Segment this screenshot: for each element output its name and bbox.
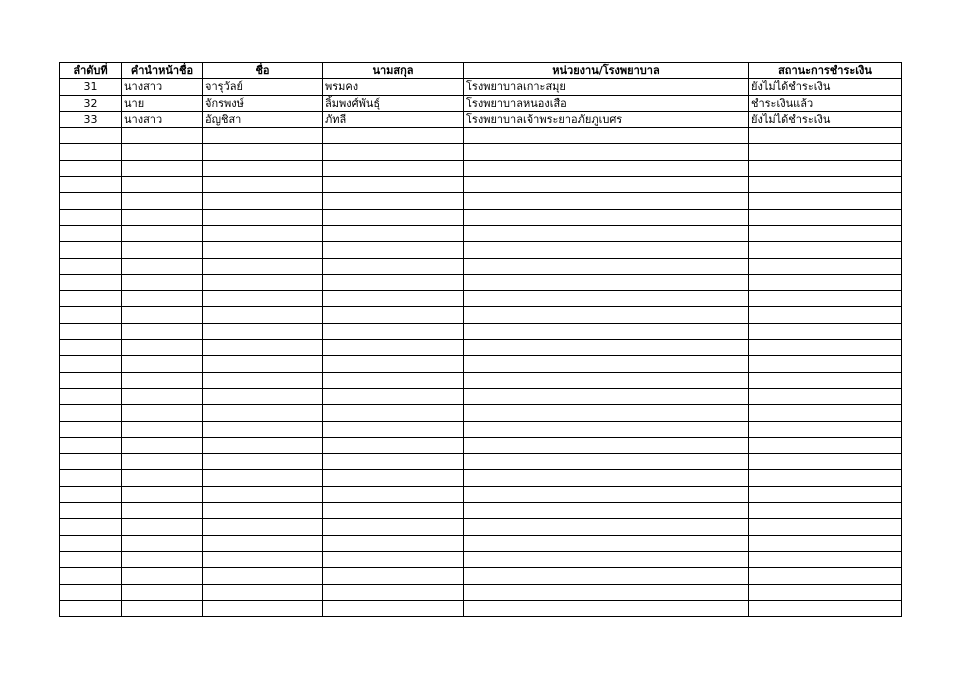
cell-organization: โรงพยาบาลเจ้าพระยาอภัยภูเบศร <box>464 111 749 127</box>
empty-cell <box>749 144 902 160</box>
empty-cell <box>323 437 464 453</box>
empty-cell <box>122 600 203 616</box>
empty-cell <box>60 486 122 502</box>
empty-cell <box>122 421 203 437</box>
cell-first-name: จารุวัลย์ <box>203 79 323 95</box>
empty-cell <box>323 405 464 421</box>
empty-cell <box>122 340 203 356</box>
empty-cell <box>464 551 749 567</box>
empty-cell <box>464 177 749 193</box>
empty-cell <box>60 405 122 421</box>
empty-cell <box>203 372 323 388</box>
empty-cell <box>203 356 323 372</box>
empty-cell <box>60 584 122 600</box>
empty-cell <box>122 388 203 404</box>
empty-cell <box>749 470 902 486</box>
empty-cell <box>323 258 464 274</box>
empty-cell <box>464 372 749 388</box>
empty-cell <box>203 600 323 616</box>
empty-cell <box>323 274 464 290</box>
empty-cell <box>749 258 902 274</box>
cell-order: 33 <box>60 111 122 127</box>
empty-cell <box>203 405 323 421</box>
empty-cell <box>122 470 203 486</box>
empty-cell <box>323 323 464 339</box>
empty-cell <box>60 160 122 176</box>
empty-cell <box>749 372 902 388</box>
cell-title: นาย <box>122 95 203 111</box>
empty-cell <box>749 209 902 225</box>
empty-cell <box>749 388 902 404</box>
empty-cell <box>122 242 203 258</box>
header-payment-status: สถานะการชำระเงิน <box>749 63 902 79</box>
empty-cell <box>203 454 323 470</box>
empty-cell <box>749 584 902 600</box>
empty-cell <box>60 242 122 258</box>
empty-cell <box>60 568 122 584</box>
empty-cell <box>203 225 323 241</box>
empty-cell <box>203 274 323 290</box>
empty-cell <box>203 160 323 176</box>
empty-cell <box>60 454 122 470</box>
empty-row <box>60 128 902 144</box>
empty-cell <box>749 405 902 421</box>
empty-cell <box>749 535 902 551</box>
cell-organization: โรงพยาบาลหนองเสือ <box>464 95 749 111</box>
empty-cell <box>749 551 902 567</box>
empty-cell <box>464 323 749 339</box>
empty-cell <box>749 519 902 535</box>
empty-cell <box>122 160 203 176</box>
empty-row <box>60 388 902 404</box>
empty-cell <box>323 568 464 584</box>
cell-first-name: อัญชิสา <box>203 111 323 127</box>
empty-row <box>60 209 902 225</box>
empty-row <box>60 470 902 486</box>
empty-cell <box>749 437 902 453</box>
empty-cell <box>749 274 902 290</box>
empty-cell <box>464 568 749 584</box>
empty-cell <box>464 144 749 160</box>
empty-cell <box>60 372 122 388</box>
empty-row <box>60 193 902 209</box>
empty-cell <box>122 519 203 535</box>
empty-cell <box>323 291 464 307</box>
empty-row <box>60 323 902 339</box>
empty-cell <box>60 225 122 241</box>
empty-row <box>60 437 902 453</box>
cell-first-name: จักรพงษ์ <box>203 95 323 111</box>
empty-cell <box>749 193 902 209</box>
empty-cell <box>203 291 323 307</box>
empty-cell <box>122 144 203 160</box>
empty-cell <box>203 388 323 404</box>
empty-cell <box>122 258 203 274</box>
empty-cell <box>122 454 203 470</box>
empty-cell <box>60 470 122 486</box>
empty-cell <box>122 551 203 567</box>
empty-cell <box>60 291 122 307</box>
empty-cell <box>60 307 122 323</box>
cell-last-name: ลิ้มพงศ์พันธุ์ <box>323 95 464 111</box>
registration-table <box>59 62 902 617</box>
empty-cell <box>464 356 749 372</box>
empty-cell <box>323 209 464 225</box>
empty-cell <box>203 307 323 323</box>
empty-row <box>60 486 902 502</box>
empty-row <box>60 535 902 551</box>
empty-cell <box>464 258 749 274</box>
empty-cell <box>203 421 323 437</box>
empty-cell <box>122 274 203 290</box>
empty-cell <box>749 340 902 356</box>
cell-title: นางสาว <box>122 111 203 127</box>
empty-cell <box>749 307 902 323</box>
empty-cell <box>60 193 122 209</box>
empty-cell <box>464 454 749 470</box>
empty-cell <box>122 535 203 551</box>
empty-cell <box>203 470 323 486</box>
empty-cell <box>60 128 122 144</box>
empty-cell <box>749 454 902 470</box>
header-first-name: ชื่อ <box>203 63 323 79</box>
empty-row <box>60 307 902 323</box>
empty-row <box>60 225 902 241</box>
empty-row <box>60 405 902 421</box>
cell-last-name: ภัทลี <box>323 111 464 127</box>
empty-cell <box>323 307 464 323</box>
empty-cell <box>749 600 902 616</box>
empty-cell <box>464 274 749 290</box>
empty-cell <box>203 193 323 209</box>
empty-row <box>60 584 902 600</box>
empty-row <box>60 519 902 535</box>
empty-cell <box>464 421 749 437</box>
empty-cell <box>323 193 464 209</box>
empty-cell <box>203 568 323 584</box>
empty-cell <box>749 486 902 502</box>
empty-cell <box>464 340 749 356</box>
empty-row <box>60 454 902 470</box>
empty-cell <box>323 486 464 502</box>
empty-cell <box>122 225 203 241</box>
empty-cell <box>464 291 749 307</box>
empty-cell <box>323 503 464 519</box>
empty-cell <box>464 584 749 600</box>
empty-row <box>60 372 902 388</box>
empty-cell <box>60 340 122 356</box>
empty-cell <box>60 323 122 339</box>
header-organization: หน่วยงาน/โรงพยาบาล <box>464 63 749 79</box>
empty-cell <box>464 600 749 616</box>
empty-cell <box>464 437 749 453</box>
empty-cell <box>323 519 464 535</box>
empty-cell <box>749 568 902 584</box>
empty-cell <box>60 258 122 274</box>
empty-cell <box>60 503 122 519</box>
empty-cell <box>323 388 464 404</box>
empty-cell <box>60 535 122 551</box>
empty-cell <box>323 225 464 241</box>
empty-cell <box>203 242 323 258</box>
empty-cell <box>323 600 464 616</box>
empty-cell <box>203 340 323 356</box>
empty-cell <box>203 437 323 453</box>
empty-cell <box>464 160 749 176</box>
empty-row <box>60 177 902 193</box>
cell-order: 32 <box>60 95 122 111</box>
empty-cell <box>464 388 749 404</box>
empty-row <box>60 258 902 274</box>
empty-cell <box>122 568 203 584</box>
empty-cell <box>323 372 464 388</box>
empty-cell <box>464 486 749 502</box>
empty-cell <box>749 128 902 144</box>
empty-cell <box>749 503 902 519</box>
empty-cell <box>323 144 464 160</box>
empty-cell <box>464 128 749 144</box>
empty-cell <box>203 258 323 274</box>
empty-cell <box>464 503 749 519</box>
empty-cell <box>60 274 122 290</box>
cell-payment-status: ยังไม่ได้ชำระเงิน <box>749 79 902 95</box>
empty-cell <box>749 160 902 176</box>
empty-cell <box>323 160 464 176</box>
empty-row <box>60 242 902 258</box>
empty-cell <box>323 177 464 193</box>
empty-row <box>60 160 902 176</box>
empty-cell <box>60 388 122 404</box>
empty-cell <box>323 470 464 486</box>
empty-cell <box>749 291 902 307</box>
empty-cell <box>464 519 749 535</box>
empty-cell <box>60 437 122 453</box>
empty-row <box>60 274 902 290</box>
empty-cell <box>464 470 749 486</box>
empty-cell <box>122 437 203 453</box>
empty-cell <box>60 421 122 437</box>
empty-cell <box>464 307 749 323</box>
cell-payment-status: ยังไม่ได้ชำระเงิน <box>749 111 902 127</box>
empty-cell <box>122 503 203 519</box>
empty-cell <box>203 486 323 502</box>
empty-cell <box>464 242 749 258</box>
empty-row <box>60 551 902 567</box>
empty-cell <box>749 177 902 193</box>
empty-cell <box>464 225 749 241</box>
cell-title: นางสาว <box>122 79 203 95</box>
empty-cell <box>323 454 464 470</box>
empty-row <box>60 568 902 584</box>
empty-cell <box>749 421 902 437</box>
empty-cell <box>323 340 464 356</box>
empty-cell <box>122 177 203 193</box>
empty-cell <box>122 128 203 144</box>
empty-row <box>60 144 902 160</box>
cell-order: 31 <box>60 79 122 95</box>
empty-cell <box>203 177 323 193</box>
table-body <box>60 79 902 617</box>
empty-cell <box>464 535 749 551</box>
header-row <box>60 63 902 79</box>
empty-cell <box>60 551 122 567</box>
header-order: ลำดับที่ <box>60 63 122 79</box>
empty-cell <box>122 209 203 225</box>
empty-cell <box>60 209 122 225</box>
table-row <box>60 111 902 127</box>
empty-cell <box>122 291 203 307</box>
empty-cell <box>203 503 323 519</box>
empty-cell <box>749 356 902 372</box>
empty-cell <box>203 535 323 551</box>
empty-row <box>60 356 902 372</box>
empty-row <box>60 291 902 307</box>
empty-cell <box>203 323 323 339</box>
empty-cell <box>122 486 203 502</box>
empty-cell <box>323 584 464 600</box>
empty-cell <box>122 193 203 209</box>
empty-cell <box>464 405 749 421</box>
header-title: คำนำหน้าชื่อ <box>122 63 203 79</box>
empty-row <box>60 600 902 616</box>
empty-cell <box>60 600 122 616</box>
cell-payment-status: ชำระเงินแล้ว <box>749 95 902 111</box>
empty-row <box>60 340 902 356</box>
empty-cell <box>323 356 464 372</box>
empty-cell <box>203 519 323 535</box>
empty-cell <box>203 128 323 144</box>
empty-cell <box>749 242 902 258</box>
empty-cell <box>122 356 203 372</box>
empty-cell <box>323 421 464 437</box>
empty-cell <box>323 535 464 551</box>
empty-cell <box>122 372 203 388</box>
empty-cell <box>60 519 122 535</box>
empty-cell <box>122 584 203 600</box>
header-last-name: นามสกุล <box>323 63 464 79</box>
empty-cell <box>323 128 464 144</box>
table-row <box>60 79 902 95</box>
empty-cell <box>464 193 749 209</box>
cell-last-name: พรมคง <box>323 79 464 95</box>
empty-cell <box>749 323 902 339</box>
empty-cell <box>203 584 323 600</box>
empty-cell <box>749 225 902 241</box>
empty-cell <box>203 209 323 225</box>
table-row <box>60 95 902 111</box>
empty-cell <box>60 356 122 372</box>
empty-cell <box>323 242 464 258</box>
empty-cell <box>60 144 122 160</box>
empty-cell <box>203 144 323 160</box>
empty-row <box>60 421 902 437</box>
empty-cell <box>60 177 122 193</box>
empty-cell <box>122 307 203 323</box>
empty-cell <box>122 405 203 421</box>
empty-cell <box>203 551 323 567</box>
empty-cell <box>323 551 464 567</box>
empty-cell <box>122 323 203 339</box>
cell-organization: โรงพยาบาลเกาะสมุย <box>464 79 749 95</box>
empty-cell <box>464 209 749 225</box>
empty-row <box>60 503 902 519</box>
